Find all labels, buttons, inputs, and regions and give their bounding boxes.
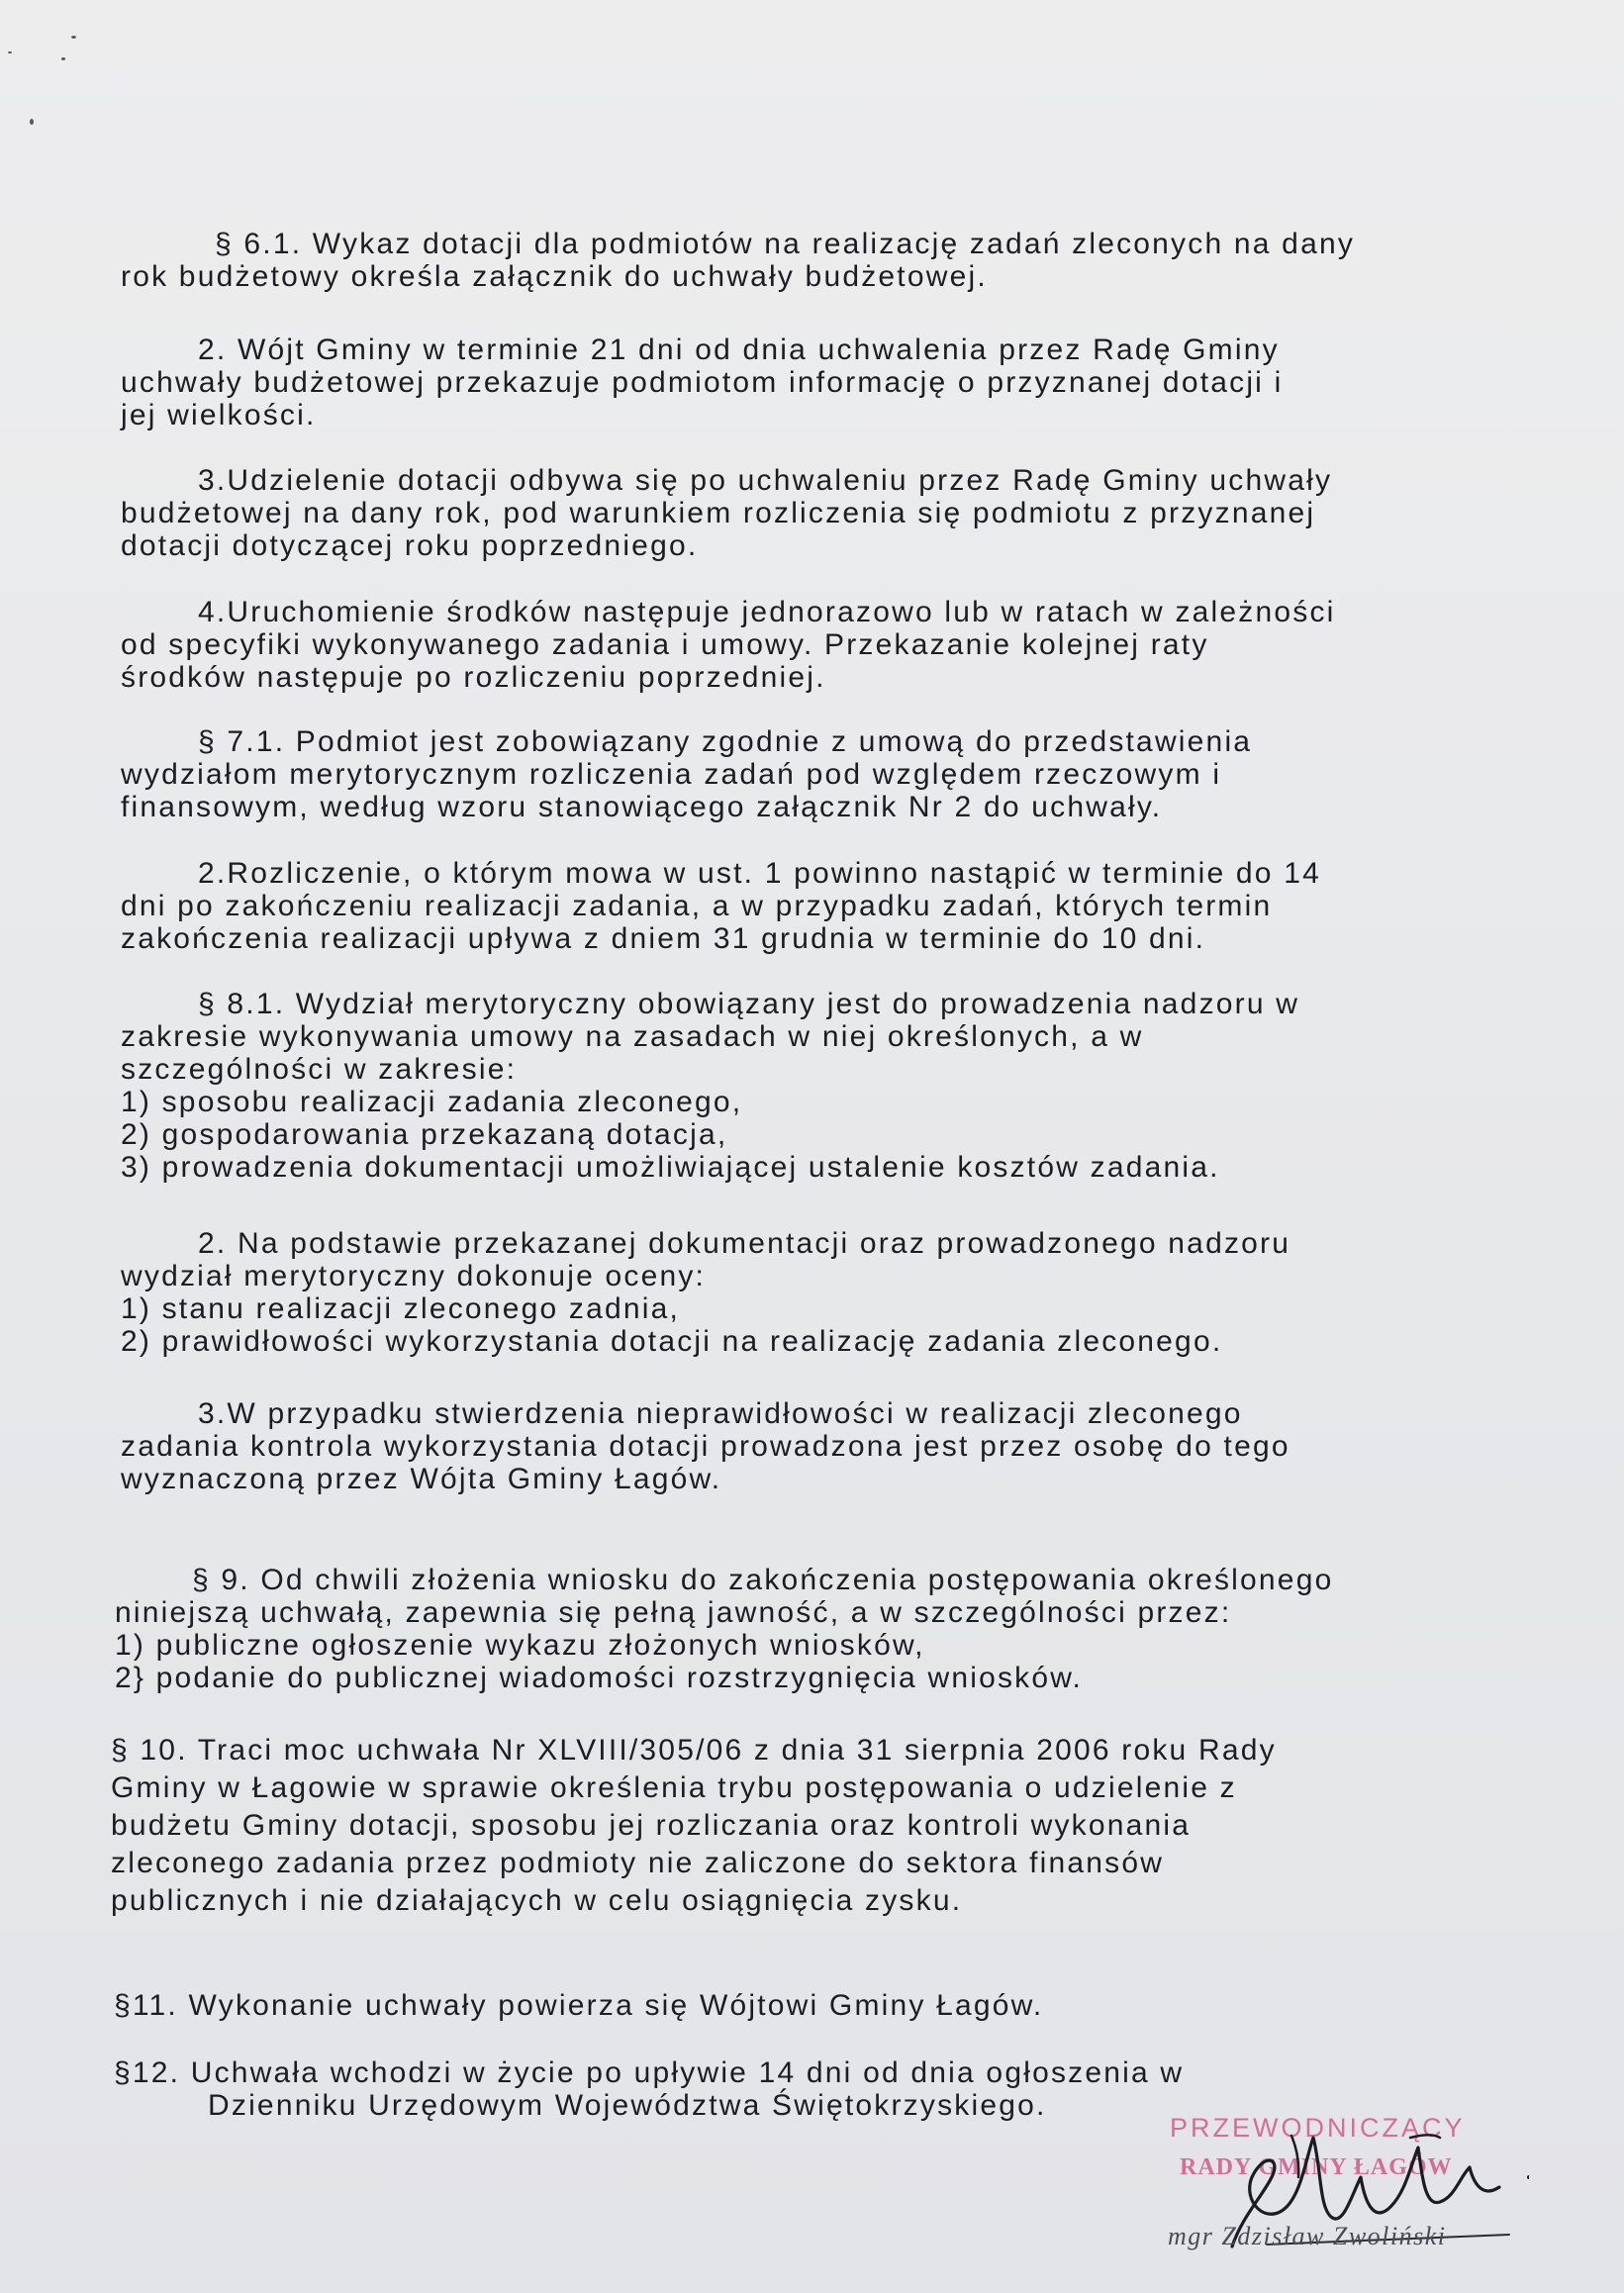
text-line: rok budżetowy określa załącznik do uchwały budżetowej.	[121, 260, 988, 293]
text-line: budżetu Gminy dotacji, sposobu jej rozliczania oraz kontroli wykonania	[111, 1809, 1192, 1842]
stamp-subtitle: RADY GMINY ŁAGÓW	[1180, 2154, 1453, 2180]
text-line: § 6.1. Wykaz dotacji dla podmiotów na realizację zadań zleconych na dany	[215, 228, 1356, 260]
paragraph	[121, 1397, 1511, 1495]
section-11	[114, 1989, 1504, 2022]
paragraph	[121, 725, 1511, 823]
text-line: zakresie wykonywania umowy na zasadach w niej określonych, a w	[121, 1020, 1144, 1053]
text-line: od specyfiki wykonywanego zadania i umowy. Przekazanie kolejnej raty	[121, 628, 1209, 661]
paragraph	[121, 334, 1511, 431]
paragraph	[121, 1227, 1511, 1292]
text-line: Dzienniku Urzędowym Województwa Świętokrzyskiego.	[208, 2089, 1047, 2122]
scan-speck	[61, 57, 65, 60]
section-6-1	[121, 228, 1511, 293]
list-item: 1) publiczne ogłoszenie wykazu złożonych wniosków,	[115, 1629, 925, 1662]
paragraph	[121, 857, 1511, 955]
paragraph	[115, 1564, 1505, 1629]
list-item: 2) prawidłowości wykorzystania dotacji na realizację zadania zleconego.	[121, 1325, 1223, 1358]
text-line: 2. Wójt Gminy w terminie 21 dni od dnia uchwalenia przez Radę Gminy	[198, 334, 1280, 366]
paragraph	[121, 596, 1511, 694]
paragraph	[121, 988, 1511, 1086]
section-8-2	[121, 1227, 1511, 1358]
paragraph	[121, 464, 1511, 562]
text-line: 3.W przypadku stwierdzenia nieprawidłowości w realizacji zleconego	[198, 1397, 1243, 1430]
text-line: publicznych i nie działających w celu osiągnięcia zysku.	[111, 1884, 963, 1917]
list	[121, 1292, 1511, 1358]
paragraph	[114, 1989, 1504, 2022]
list-item: 1) stanu realizacji zleconego zadnia,	[121, 1292, 681, 1325]
section-6-3	[121, 464, 1511, 562]
list	[121, 1086, 1511, 1184]
section-6-2	[121, 334, 1511, 431]
text-line: dotacji dotyczącej roku poprzedniego.	[121, 529, 699, 562]
text-line: § 8.1. Wydział merytoryczny obowiązany jest do prowadzenia nadzoru w	[198, 988, 1300, 1020]
text-line: niniejszą uchwałą, zapewnia się pełną jawność, a w szczególności przez:	[115, 1596, 1232, 1629]
text-line: §11. Wykonanie uchwały powierza się Wójtowi Gminy Łagów.	[114, 1989, 1044, 2022]
text-line: zakończenia realizacji upływa z dniem 31 grudnia w terminie do 10 dni.	[121, 922, 1206, 955]
text-line: zadania kontrola wykorzystania dotacji prowadzona jest przez osobę do tego	[121, 1430, 1290, 1463]
text-line: uchwały budżetowej przekazuje podmiotom informację o przyznanej dotacji i	[121, 366, 1284, 399]
text-line: §12. Uchwała wchodzi w życie po upływie 14 dni od dnia ogłoszenia w	[114, 2056, 1185, 2089]
section-10	[111, 1732, 1501, 1920]
scan-speck	[71, 36, 76, 39]
text-line: jej wielkości.	[121, 399, 317, 431]
text-line: 3.Udzielenie dotacji odbywa się po uchwaleniu przez Radę Gminy uchwały	[198, 464, 1333, 497]
text-line: wydział merytoryczny dokonuje oceny:	[121, 1260, 707, 1292]
text-line: 2.Rozliczenie, o którym mowa w ust. 1 powinno nastąpić w terminie do 14	[198, 857, 1321, 890]
signatory-name: mgr Zdzisław Zwoliński	[1168, 2222, 1447, 2250]
text-line: 4.Uruchomienie środków następuje jednorazowo lub w ratach w zależności	[198, 596, 1336, 628]
section-8-1	[121, 988, 1511, 1184]
paragraph	[121, 228, 1511, 293]
section-9	[115, 1564, 1505, 1694]
text-line: dni po zakończeniu realizacji zadania, a w przypadku zadań, których termin	[121, 890, 1273, 922]
text-line: wyznaczoną przez Wójta Gminy Łagów.	[121, 1463, 722, 1495]
section-7-1	[121, 725, 1511, 823]
text-line: § 9. Od chwili złożenia wniosku do zakończenia postępowania określonego	[192, 1564, 1334, 1596]
text-line: budżetowej na dany rok, pod warunkiem rozliczenia się podmiotu z przyznanej	[121, 497, 1316, 529]
list	[115, 1629, 1505, 1694]
text-line: § 10. Traci moc uchwała Nr XLVIII/305/06 z dnia 31 sierpnia 2006 roku Rady	[111, 1734, 1277, 1767]
section-6-4	[121, 596, 1511, 694]
text-line: Gminy w Łagowie w sprawie określenia trybu postępowania o udzielenie z	[111, 1771, 1237, 1804]
paragraph	[111, 1732, 1501, 1920]
list-item: 2) gospodarowania przekazaną dotacja,	[121, 1118, 728, 1151]
section-8-3	[121, 1397, 1511, 1495]
text-line: finansowym, według wzoru stanowiącego załącznik Nr 2 do uchwały.	[121, 791, 1163, 823]
text-line: środków następuje po rozliczeniu poprzedniej.	[121, 661, 826, 694]
stamp-title: PRZEWODNICZĄCY	[1170, 2113, 1466, 2143]
text-line: wydziałom merytorycznym rozliczenia zadań pod względem rzeczowym i	[121, 758, 1222, 791]
text-line: 2. Na podstawie przekazanej dokumentacji oraz prowadzonego nadzoru	[198, 1227, 1291, 1260]
text-line: § 7.1. Podmiot jest zobowiązany zgodnie z umową do przedstawienia	[198, 725, 1253, 758]
list-item: 1) sposobu realizacji zadania zleconego,	[121, 1086, 743, 1118]
text-line: zleconego zadania przez podmioty nie zaliczone do sektora finansów	[111, 1847, 1165, 1879]
scan-speck	[8, 51, 12, 53]
scan-speck	[30, 119, 34, 125]
section-7-2	[121, 857, 1511, 955]
list-item: 2} podanie do publicznej wiadomości rozstrzygnięcia wniosków.	[115, 1662, 1083, 1694]
text-line: szczególności w zakresie:	[121, 1053, 518, 1086]
list-item: 3) prowadzenia dokumentacji umożliwiającej ustalenie kosztów zadania.	[121, 1151, 1220, 1184]
